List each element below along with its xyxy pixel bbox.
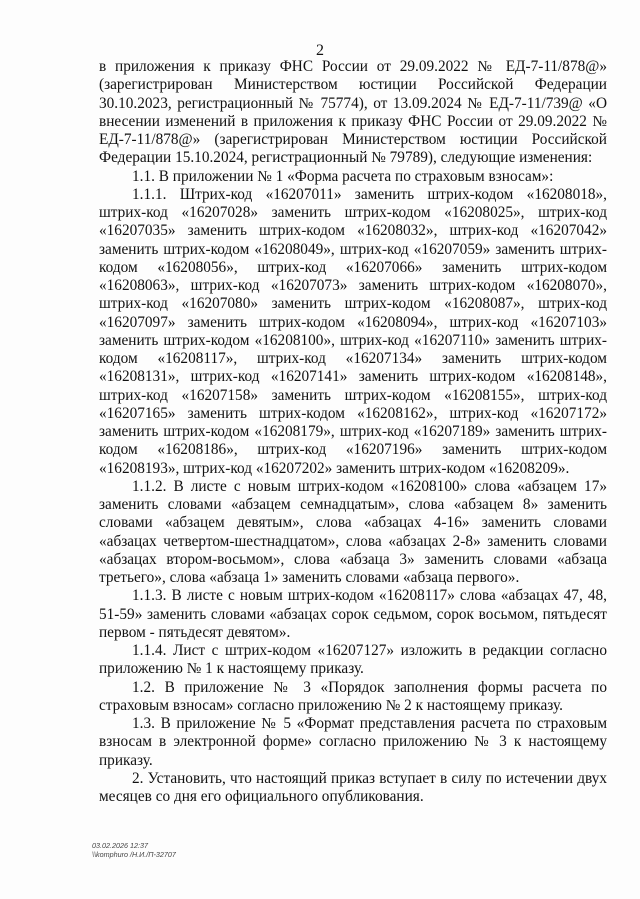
paragraph-1-1-3: 1.1.3. В листе с новым штрих-кодом «16208117» слова «абзацах 47, 48, 51-59» заменить словами «абзацах сорок седьмом, сорок восьмом, пятьдесят первом - пятьдесят девятом». [99, 587, 607, 641]
paragraph-intro-continuation: в приложения к приказу ФНС России от 29.09.2022 № ЕД-7-11/878@» (зарегистрирован Министерством юстиции Российской Федерации 30.10.2023, регистрационный № 75774), от 13.09.2024 № ЕД-7-11/739@ «О внесении изменений в приложения к приказу ФНС России от 29.09.2022 № ЕД-7-11/878@» (зарегистрирован Министерством юстиции Российской Федерации 15.10.2024, регистрационный № 79789), следующие изменения: [99, 58, 607, 167]
print-footer [92, 841, 332, 859]
paragraph-2: 2. Установить, что настоящий приказ вступает в силу по истечении двух месяцев со дня его официального опубликования. [99, 769, 607, 805]
page-number: 2 [316, 42, 324, 59]
paragraph-1-1-2: 1.1.2. В листе с новым штрих-кодом «16208100» слова «абзацем 17» заменить словами «абзацем семнадцатым», слова «абзацем 8» заменить словами «абзацем девятым», слова «абзацах 4-16» заменить словами «абзацах четвертом-шестнадцатом», слова «абзацах 2-8» заменить словами «абзацах втором-восьмом», слова «абзаца 3» заменить словами «абзаца третьего», слова «абзаца 1» заменить словами «абзаца первого». [99, 477, 607, 586]
footer-timestamp: 03.02.2026 12:37 [92, 841, 148, 850]
paragraph-1-3: 1.3. В приложение № 5 «Формат представления расчета по страховым взносам в электронной форме» согласно приложению № 3 к настоящему приказу. [99, 715, 607, 769]
paragraph-1-1: 1.1. В приложении № 1 «Форма расчета по страховым взносам»: [132, 167, 554, 185]
footer-path: \\komphuro /Н.И./П-32707 [92, 850, 176, 859]
paragraph-1-1-4: 1.1.4. Лист с штрих-кодом «16207127» изложить в редакции согласно приложению № 1 к настоящему приказу. [99, 642, 607, 678]
paragraph-1-1-1: 1.1.1. Штрих-код «16207011» заменить штрих-кодом «16208018», штрих-код «16207028» заменить штрих-кодом «16208025», штрих-код «16207035» заменить штрих-кодом «16208032», штрих-код «16207042» заменить штрих-кодом «16208049», штрих-код «16207059» заменить штрих-кодом «16208056», штрих-код «16207066» заменить штрих-кодом «16208063», штрих-код «16207073» заменить штрих-кодом «16208070», штрих-код «16207080» заменить штрих-кодом «16208087», штрих-код «16207097» заменить штрих-кодом «16208094», штрих-код «16207103» заменить штрих-кодом «16208100», штрих-код «16207110» заменить штрих-кодом «16208117», штрих-код «16207134» заменить штрих-кодом «16208131», штрих-код «16207141» заменить штрих-кодом «16208148», штрих-код «16207158» заменить штрих-кодом «16208155», штрих-код «16207165» заменить штрих-кодом «16208162», штрих-код «16207172» заменить штрих-кодом «16208179», штрих-код «16207189» заменить штрих-кодом «16208186», штрих-код «16207196» заменить штрих-кодом «16208193», штрих-код «16207202» заменить штрих-кодом «16208209». [99, 185, 607, 477]
paragraph-1-2: 1.2. В приложение № 3 «Порядок заполнения формы расчета по страховым взносам» согласно приложению № 2 к настоящему приказу. [99, 678, 607, 714]
document-body [99, 58, 607, 806]
